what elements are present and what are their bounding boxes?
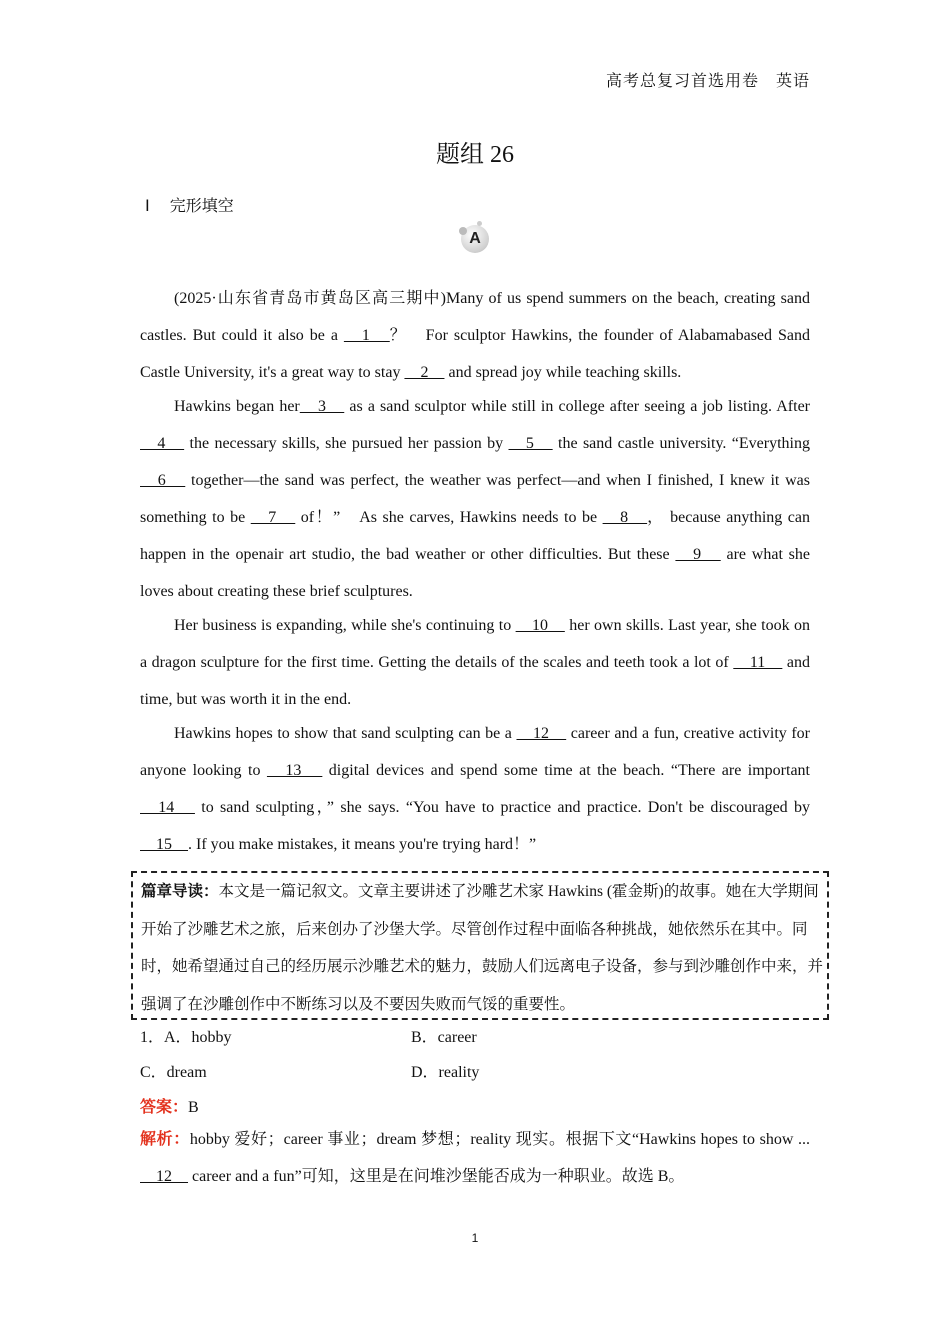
guide-label: 篇章导读： [141, 882, 219, 900]
answer-value: B [188, 1099, 199, 1116]
passage-a-badge-icon [461, 225, 489, 253]
cloze-passage [140, 280, 810, 863]
page-number: 1 [471, 1231, 479, 1245]
blank-3: 3 [299, 398, 345, 415]
blank-11: 11 [733, 654, 783, 671]
section-label: 完形填空 [169, 196, 234, 215]
section-number: Ⅰ [145, 198, 150, 215]
page-title: 题组 26 [436, 142, 514, 168]
option-b: B．career [411, 1029, 477, 1046]
option-c: C．dream [140, 1064, 207, 1081]
section-heading [145, 193, 234, 216]
explanation-label: 解析： [140, 1129, 190, 1148]
explanation: 解析：hobby 爱好；career 事业；dream 梦想；reality 现实。根据下文“Hawkins hopes to show ... 12 career and a fun”可知，这里是在问堆沙堡能否成为一种职业。故选 B。 [140, 1129, 810, 1185]
paragraph-3: Her business is expanding, while she's continuing to 10 her own skills. Last year, she took on a dragon sculpture for the first time. Getting the details of the scales and teeth took a lot of 11 and time, but was worth it in the end. [140, 617, 810, 708]
paragraph-1: (2025·山东省青岛市黄岛区高三期中)Many of us spend summers on the beach, creating sand castles. But could it also be a 1 ？ For sculptor Hawkins, the founder of Alabamabased Sand Castle University, it's a great way to stay 2 and spread joy while teaching skills. [140, 290, 810, 381]
answer-line [140, 1094, 199, 1117]
paragraph-2: Hawkins began her 3 as a sand sculptor while still in college after seeing a job listing. After 4 the necessary skills, she pursued her passion by 5 the sand castle university. “Everything 6 together—the sand was perfect, the weather was perfect—and when I finished, I knew it was something to be 7 of！” As she carves, Hawkins needs to be 8 ， because anything can happen in the openair art studio, the bad weather or other difficulties. But these 9 are what she loves about creating these brief sculptures. [140, 398, 811, 600]
blank-15: 15 [140, 836, 189, 853]
blank-10: 10 [515, 617, 565, 634]
blank-2: 2 [404, 364, 445, 381]
blank-7: 7 [250, 509, 296, 526]
blank-6: 6 [140, 472, 186, 489]
blank-8: 8 [602, 509, 648, 526]
page-header: 高考总复习首选用卷 英语 [605, 73, 810, 90]
paragraph-4: Hawkins hopes to show that sand sculpting can be a 12 career and a fun, creative activity for anyone looking to 13 digital devices and spend some time at the beach. “There are important 14 to sand sculpting，” she says. “You have to practice and practice. Don't be discouraged by 15 . If you make mistakes, it means you're trying hard！” [140, 725, 811, 853]
blank-4: 4 [140, 435, 185, 452]
blank-5: 5 [508, 435, 553, 452]
option-a: 1．A．hobby [140, 1029, 232, 1046]
guide-text: 本文是一篇记叙文。文章主要讲述了沙雕艺术家 Hawkins (霍金斯)的故事。她在大学期间开始了沙雕艺术之旅，后来创办了沙堡大学。尽管创作过程中面临各种挑战，她依然乐在其中。同时，她希望通过自己的经历展示沙雕艺术的魅力，鼓励人们远离电子设备，参与到沙雕创作中来，并强调了在沙雕创作中不断练习以及不要因失败而气馁的重要性。 [141, 883, 824, 1013]
explanation-blank: 12 [140, 1168, 189, 1185]
blank-9: 9 [675, 546, 721, 563]
blank-14: 14 [140, 799, 195, 816]
option-d: D．reality [411, 1064, 480, 1081]
blank-12: 12 [516, 725, 567, 742]
blank-13: 13 [266, 762, 323, 779]
answer-label: 答案： [140, 1097, 189, 1116]
blank-1: 1 [343, 327, 390, 344]
passage-guide-box [131, 871, 829, 1020]
badge-letter: A [469, 230, 481, 247]
